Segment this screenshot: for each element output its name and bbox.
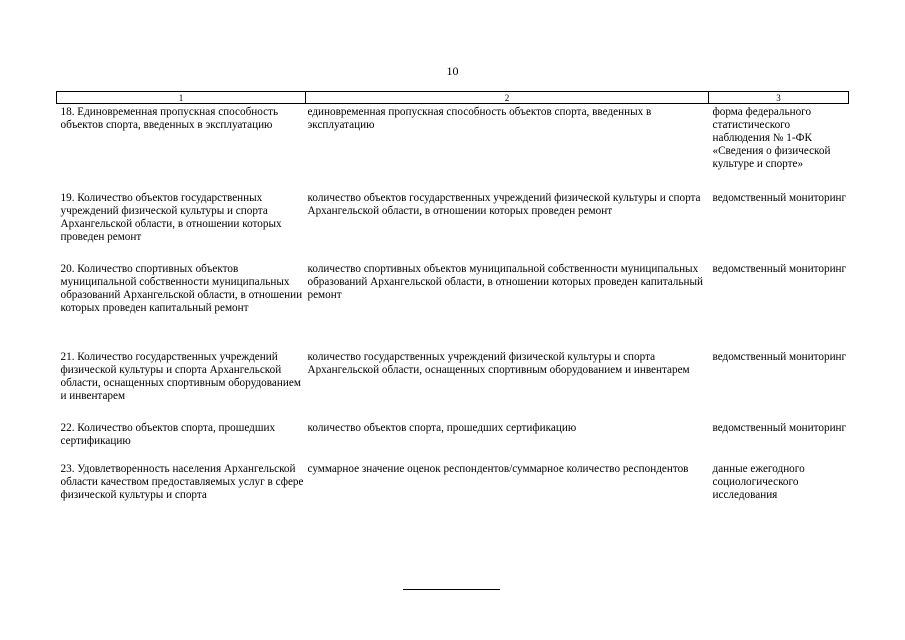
indicator-name: 23. Удовлетворенность населения Архангельской области качеством предоставляемых услуг в сфере физической культуры и спорта [60, 463, 304, 501]
indicator-name: 22. Количество объектов спорта, прошедших сертификацию [60, 422, 276, 447]
indicator-source: данные ежегодного социологического исследования [712, 463, 805, 501]
indicator-name: 19. Количество объектов государственных учреждений физической культуры и спорта Архангельской области, в отношении которых проведен ремонт [60, 192, 282, 243]
indicator-formula: единовременная пропускная способность объектов спорта, введенных в эксплуатацию [307, 106, 652, 131]
indicator-formula: количество государственных учреждений физической культуры и спорта Архангельской области, оснащенных спортивным оборудованием и инвентарем [307, 351, 690, 376]
table-row [57, 463, 849, 523]
indicator-source: ведомственный мониторинг [712, 192, 847, 204]
table-row [57, 104, 849, 193]
indicator-formula: количество спортивных объектов муниципальной собственности муниципальных образований Архангельской области, в отношении которых проведен капитальный ремонт [307, 263, 703, 301]
indicator-name: 18. Единовременная пропускная способность объектов спорта, введенных в эксплуатацию [60, 106, 279, 131]
column-number-2: 2 [306, 92, 709, 104]
table-row [57, 422, 849, 463]
indicator-name: 21. Количество государственных учреждений физической культуры и спорта Архангельской области, оснащенных спортивным оборудованием и инвентарем [60, 351, 301, 402]
footnote-divider [403, 589, 500, 590]
indicator-formula: количество объектов государственных учреждений физической культуры и спорта Архангельской области, в отношении которых проведен ремонт [307, 192, 701, 217]
indicator-source: форма федерального статистического наблюдения № 1-ФК «Сведения о физической культуре и спорте» [712, 106, 831, 170]
indicator-source: ведомственный мониторинг [712, 263, 847, 275]
indicator-source: ведомственный мониторинг [712, 422, 847, 434]
column-number-1: 1 [57, 92, 306, 104]
column-number-3: 3 [709, 92, 849, 104]
table-row [57, 192, 849, 263]
table-row [57, 351, 849, 422]
page-number: 10 [446, 64, 459, 78]
indicator-formula: суммарное значение оценок респондентов/суммарное количество респондентов [307, 463, 689, 475]
table-header-row [57, 92, 849, 104]
table-row [57, 263, 849, 351]
indicator-source: ведомственный мониторинг [712, 351, 847, 363]
indicators-table [56, 91, 849, 523]
indicator-formula: количество объектов спорта, прошедших сертификацию [307, 422, 577, 434]
indicator-name: 20. Количество спортивных объектов муниципальной собственности муниципальных образований Архангельской области, в отношении которых проведен капитальный ремонт [60, 263, 303, 314]
